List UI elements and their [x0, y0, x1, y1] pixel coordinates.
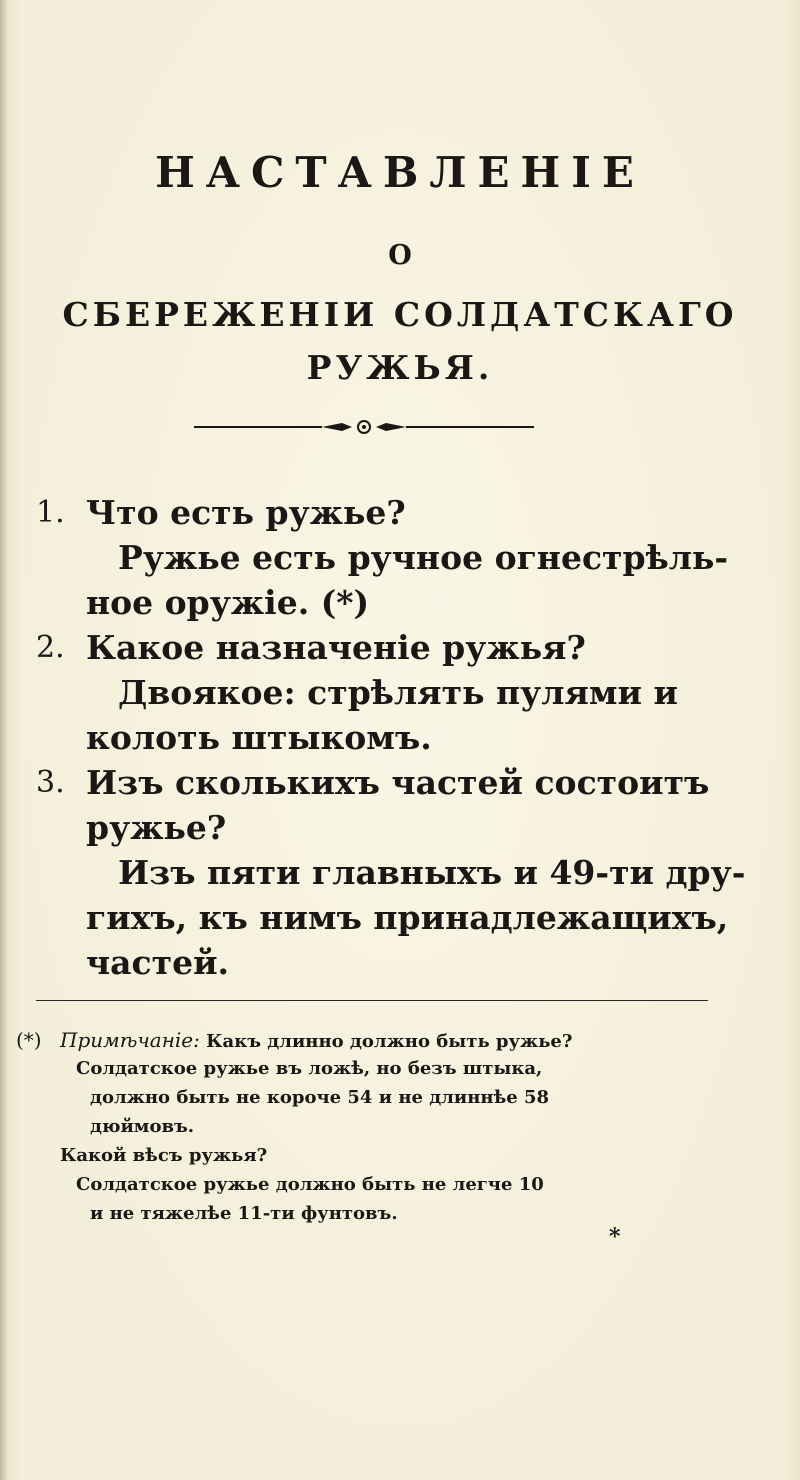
- item-1-question: Что есть ружье?: [86, 493, 406, 532]
- footnote-line-3: должно быть не короче 54 и не длиннѣе 58: [90, 1087, 550, 1108]
- item-1-number: 1.: [36, 495, 65, 530]
- page-title: НАСТАВЛЕНІЕ: [155, 148, 645, 197]
- item-1-answer-line-1: Ружье есть ручное огнестрѣль-: [118, 538, 729, 577]
- footnote-marker: (*): [16, 1028, 42, 1052]
- footnote-line-4: дюймовъ.: [90, 1116, 195, 1137]
- footnote-label: Примѣчаніе:: [60, 1028, 200, 1052]
- item-2-answer-line-1: Двоякое: стрѣлять пулями и: [118, 673, 679, 712]
- item-3-answer-line-3: частей.: [86, 943, 230, 982]
- footnote-line-5: Какой вѣсъ ружья?: [60, 1145, 268, 1166]
- item-3-answer-line-1: Изъ пяти главныхъ и 49-ти дру-: [118, 853, 746, 892]
- footnote-line-6: Солдатское ружье должно быть не легче 10: [76, 1174, 544, 1195]
- item-3-question-line-1: Изъ сколькихъ частей состоитъ: [86, 763, 710, 802]
- page-spine-shadow: [0, 0, 8, 1480]
- footnote-line-7: и не тяжелѣе 11-ти фунтовъ.: [90, 1203, 398, 1224]
- item-3-number: 3.: [36, 765, 65, 800]
- footnote-question-1: Какъ длинно должно быть ружье?: [206, 1031, 573, 1052]
- footnote-line-1: [60, 1026, 572, 1056]
- subtitle-line-1: СБЕРЕЖЕНІИ СОЛДАТСКАГО: [62, 295, 738, 334]
- item-2-answer-line-2: колоть штыкомъ.: [86, 718, 432, 757]
- title-preposition: О: [388, 240, 412, 271]
- item-2-number: 2.: [36, 630, 65, 665]
- footnote-line-2: Солдатское ружье въ ложѣ, но безъ штыка,: [76, 1058, 543, 1079]
- item-2-question: Какое назначеніе ружья?: [86, 628, 586, 667]
- item-3-question-line-2: ружье?: [86, 808, 227, 847]
- ornamental-divider: [194, 418, 534, 436]
- footnote-rule: [36, 1000, 708, 1001]
- subtitle-line-2: РУЖЬЯ.: [306, 348, 494, 387]
- signature-mark: *: [609, 1224, 621, 1250]
- item-1-answer-line-2: ное оружіе. (*): [86, 583, 370, 622]
- item-3-answer-line-2: гихъ, къ нимъ принадлежащихъ,: [86, 898, 729, 937]
